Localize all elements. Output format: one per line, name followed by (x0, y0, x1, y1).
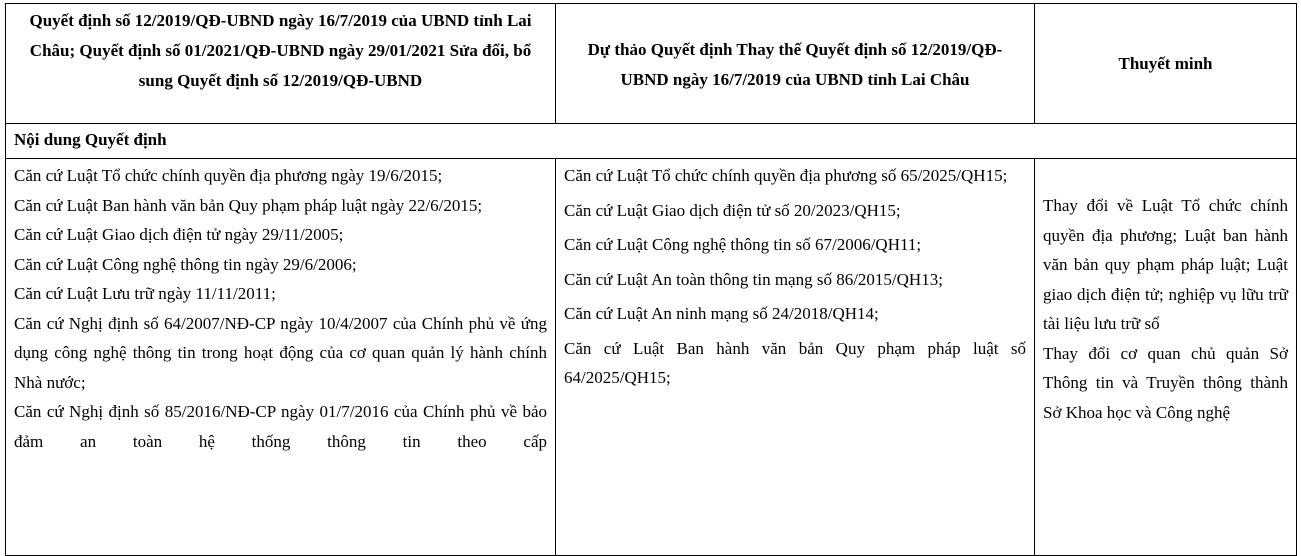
current-basis-item: Căn cứ Nghị định số 64/2007/NĐ-CP ngày 10/4/2007 của Chính phủ về ứng dụng công nghệ thông tin trong hoạt động của cơ quan quản lý hành chính Nhà nước; (14, 313, 547, 392)
header-current-decision-text: Quyết định số 12/2019/QĐ-UBND ngày 16/7/2019 của UBND tỉnh Lai Châu; Quyết định số 01/2021/QĐ-UBND ngày 29/01/2021 Sửa đổi, bổ sung Quyết định số 12/2019/QĐ-UBND (29, 11, 532, 90)
draft-basis-item: Căn cứ Luật Tổ chức chính quyền địa phương số 65/2025/QH15; (564, 166, 1008, 185)
explanation-item: Thay đổi về Luật Tổ chức chính quyền địa phương; Luật ban hành văn bản quy phạm pháp luật; Luật giao dịch điện tử; nghiệp vụ lữu trữ tài liệu lưu trữ số (1043, 196, 1288, 333)
header-current-decision (6, 4, 556, 124)
explanation-item: Thay đổi cơ quan chủ quản Sở Thông tin và Truyền thông thành Sở Khoa học và Công nghệ (1043, 343, 1288, 422)
draft-basis-item: Căn cứ Luật An ninh mạng số 24/2018/QH14; (564, 304, 879, 323)
current-basis-item: Căn cứ Luật Công nghệ thông tin ngày 29/6/2006; (14, 254, 357, 274)
draft-basis-item: Căn cứ Luật Công nghệ thông tin số 67/2006/QH11; (564, 235, 922, 254)
draft-basis-item: Căn cứ Luật Ban hành văn bản Quy phạm pháp luật số 64/2025/QH15; (564, 338, 1026, 387)
current-basis-item: Căn cứ Luật Lưu trữ ngày 11/11/2011; (14, 284, 276, 303)
current-decision-content (6, 159, 556, 556)
draft-decision-content (556, 159, 1035, 556)
comparison-table (5, 3, 1297, 556)
header-row (6, 4, 1297, 124)
section-title: Nội dung Quyết định (6, 124, 1297, 159)
draft-basis-item: Căn cứ Luật An toàn thông tin mạng số 86/2015/QH13; (564, 269, 943, 289)
header-explanation (1035, 4, 1297, 124)
section-row (6, 124, 1297, 159)
draft-basis-item: Căn cứ Luật Giao dịch điện tử số 20/2023/QH15; (564, 200, 901, 220)
current-basis-item: Căn cứ Nghị định số 85/2016/NĐ-CP ngày 01/7/2016 của Chính phủ về bảo đảm an toàn hệ thống thông tin theo cấp (14, 402, 547, 451)
content-row (6, 159, 1297, 556)
current-basis-item: Căn cứ Luật Giao dịch điện tử ngày 29/11/2005; (14, 225, 344, 244)
header-draft-decision (556, 4, 1035, 124)
header-explanation-text: Thuyết minh (1118, 53, 1213, 73)
current-basis-item: Căn cứ Luật Ban hành văn bản Quy phạm pháp luật ngày 22/6/2015; (14, 195, 483, 215)
header-draft-decision-text: Dự thảo Quyết định Thay thế Quyết định số 12/2019/QĐ-UBND ngày 16/7/2019 của UBND tỉnh Lai Châu (587, 39, 1003, 89)
explanation-content (1035, 159, 1297, 556)
current-basis-item: Căn cứ Luật Tổ chức chính quyền địa phương ngày 19/6/2015; (14, 166, 443, 185)
